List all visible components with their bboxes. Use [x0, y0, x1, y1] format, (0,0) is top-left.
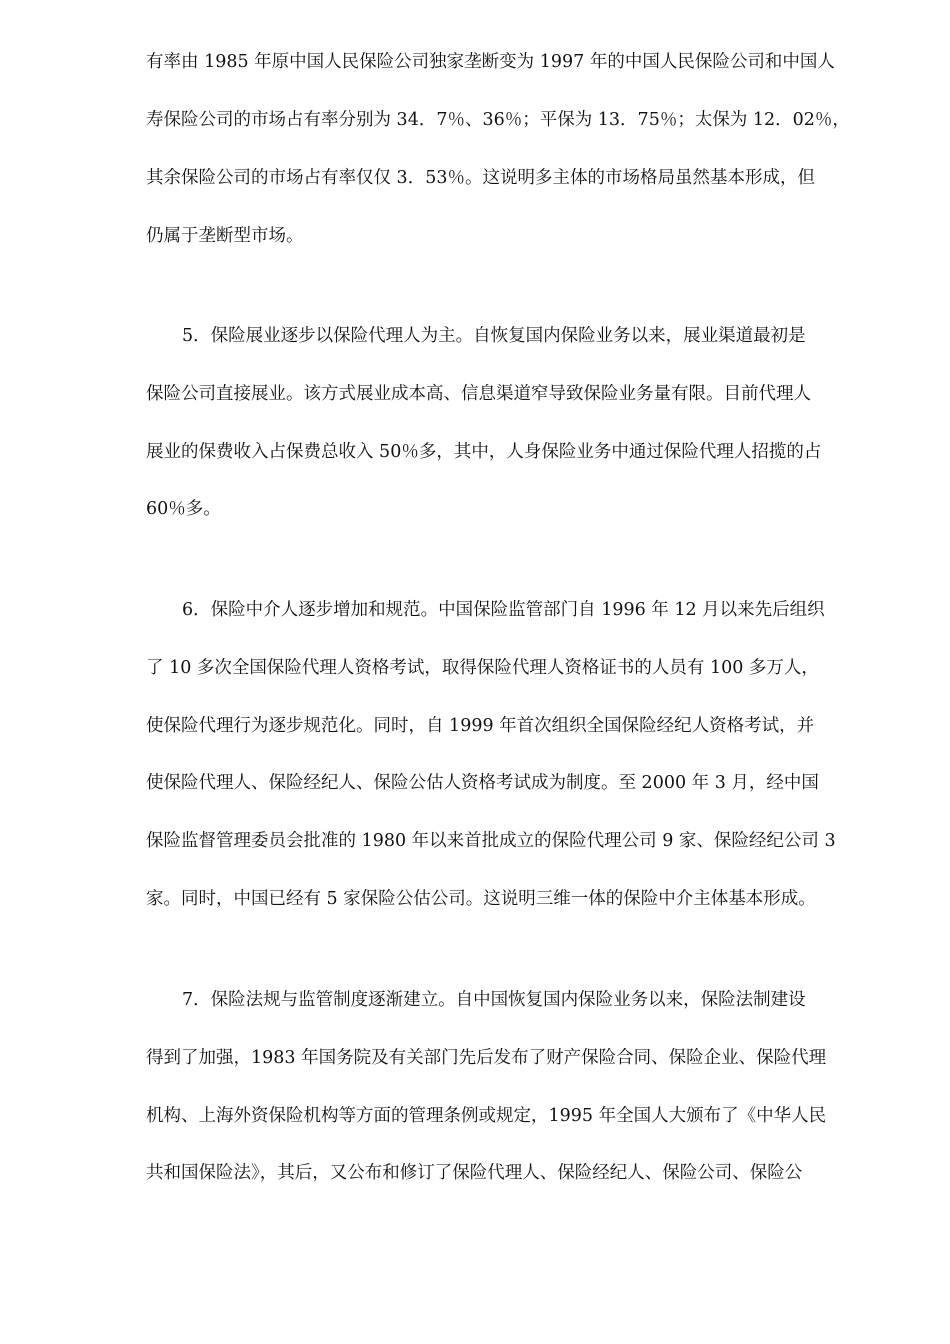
text-line: 机构、上海外资保险机构等方面的管理条例或规定，1995 年全国人大颁布了《中华人民 — [146, 1106, 827, 1126]
text-line: 了 10 多次全国保险代理人资格考试，取得保险代理人资格证书的人员有 100 多万人， — [146, 658, 819, 678]
text-line: 共和国保险法》，其后，又公布和修订了保险代理人、保险经纪人、保险公司、保险公 — [146, 1163, 803, 1183]
paragraph-5-first-line: 5．保险展业逐步以保险代理人为主。自恢复国内保险业务以来，展业渠道最初是 — [182, 326, 806, 346]
text-line: 家。同时，中国已经有 5 家保险公估公司。这说明三维一体的保险中介主体基本形成。 — [146, 889, 816, 909]
text-line: 展业的保费收入占保费总收入 50％多，其中，人身保险业务中通过保险代理人招揽的占 — [146, 442, 822, 462]
text-line: 保险公司直接展业。该方式展业成本高、信息渠道窄导致保险业务量有限。目前代理人 — [146, 384, 811, 404]
paragraph-7-first-line: 7．保险法规与监管制度逐渐建立。自中国恢复国内保险业务以来，保险法制建设 — [182, 990, 806, 1010]
text-line: 有率由 1985 年原中国人民保险公司独家垄断变为 1997 年的中国人民保险公司和中国人 — [146, 52, 835, 72]
text-line: 使保险代理人、保险经纪人、保险公估人资格考试成为制度。至 2000 年 3 月，经中国 — [146, 773, 819, 793]
text-line: 其余保险公司的市场占有率仅仅 3．53％。这说明多主体的市场格局虽然基本形成，但 — [146, 168, 815, 188]
text-line: 保险监督管理委员会批准的 1980 年以来首批成立的保险代理公司 9 家、保险经纪公司 3 — [146, 831, 836, 851]
paragraph-6-first-line: 6．保险中介人逐步增加和规范。中国保险监管部门自 1996 年 12 月以来先后组织 — [182, 600, 825, 620]
text-line: 60％多。 — [146, 499, 221, 519]
text-line: 得到了加强，1983 年国务院及有关部门先后发布了财产保险合同、保险企业、保险代理 — [146, 1048, 827, 1068]
text-line: 寿保险公司的市场占有率分别为 34．7％、36％；平保为 13．75％；太保为 12．02％， — [146, 110, 850, 130]
text-line: 使保险代理行为逐步规范化。同时，自 1999 年首次组织全国保险经纪人资格考试，并 — [146, 716, 815, 736]
text-line: 仍属于垄断型市场。 — [146, 226, 304, 246]
